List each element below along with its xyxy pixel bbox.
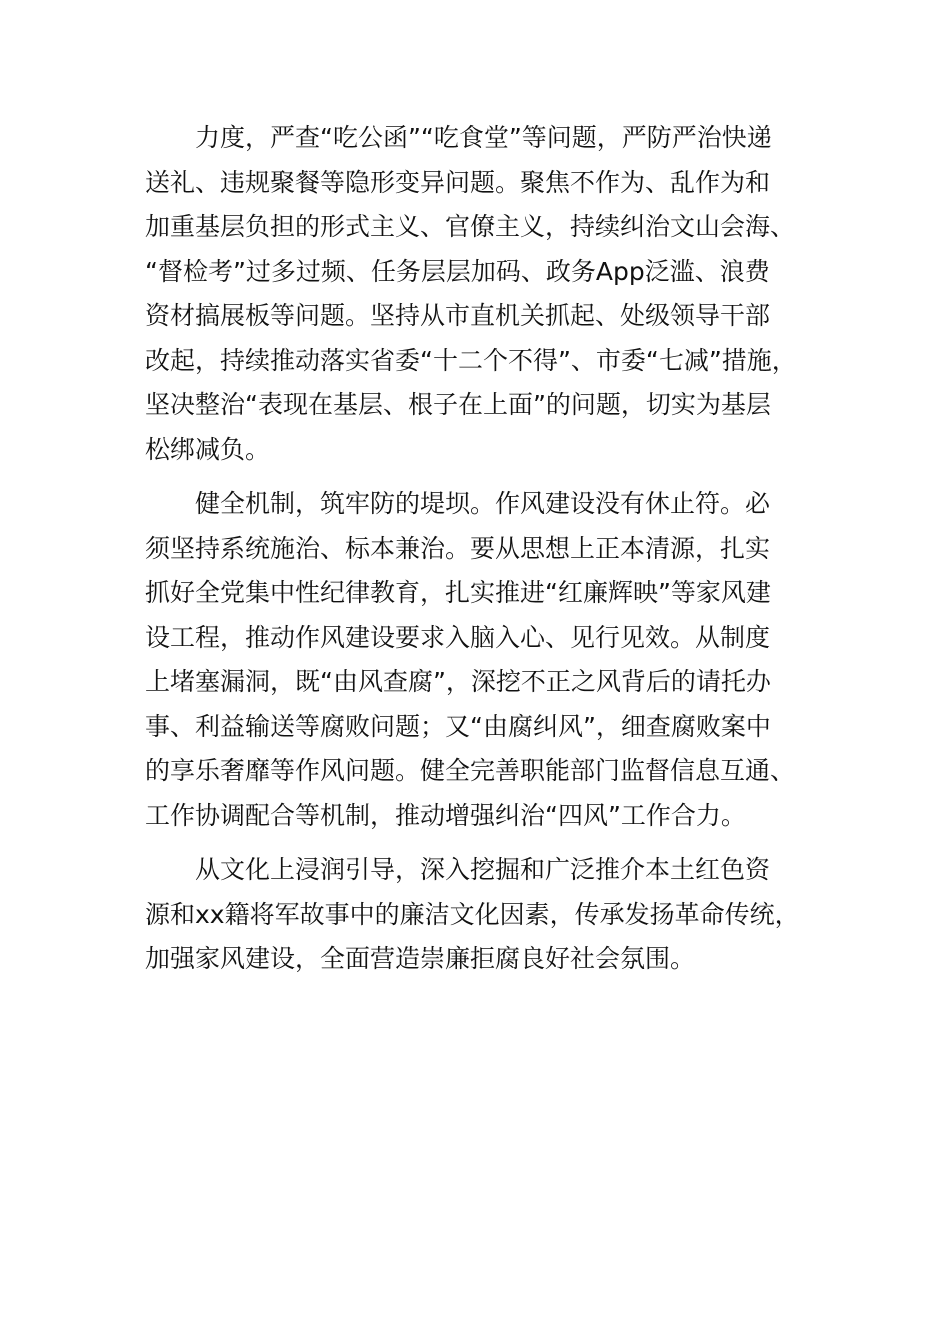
paragraph-3	[145, 848, 825, 982]
paragraph-spacer	[145, 472, 825, 482]
text-line: 源和xx籍将军故事中的廉洁文化因素，传承发扬革命传统，	[145, 899, 800, 929]
text-line: 资材搞展板等问题。坚持从市直机关抓起、处级领导干部	[145, 301, 771, 330]
text-line: 抓好全党集中性纪律教育，扎实推进“红廉辉映”等家风建	[145, 578, 771, 607]
text-line: 工作协调配合等机制，推动增强纠治“四风”工作合力。	[145, 800, 746, 830]
text-line: 上堵塞漏洞，既“由风查腐”，深挖不正之风背后的请托办	[145, 667, 771, 696]
text-line: 从文化上浸润引导，深入挖掘和广泛推介本土红色资	[195, 855, 771, 884]
text-line: 送礼、违规聚餐等隐形变异问题。聚焦不作为、乱作为和	[145, 167, 771, 197]
text-line: 松绑减负。	[145, 434, 271, 464]
text-line: “督检考”过多过频、任务层层加码、政务App泛滥、浪费	[145, 256, 770, 286]
text-line: 力度，严查“吃公函”“吃食堂”等问题，严防严治快递	[195, 123, 772, 152]
text-line: 改起，持续推动落实省委“十二个不得”、市委“七减”措施，	[145, 345, 797, 375]
text-line: 设工程，推动作风建设要求入脑入心、见行见效。从制度	[145, 622, 771, 652]
text-line: 坚决整治“表现在基层、根子在上面”的问题，切实为基层	[145, 390, 771, 419]
text-line: 加强家风建设，全面营造崇廉拒腐良好社会氛围。	[145, 944, 696, 973]
text-line: 事、利益输送等腐败问题；又“由腐纠风”，细查腐败案中	[145, 711, 771, 741]
paragraph-1	[145, 116, 825, 472]
text-line: 健全机制，筑牢防的堤坝。作风建设没有休止符。必	[195, 489, 771, 518]
text-line: 须坚持系统施治、标本兼治。要从思想上正本清源，扎实	[145, 533, 771, 563]
text-line: 加重基层负担的形式主义、官僚主义，持续纠治文山会海、	[145, 212, 796, 241]
document-body	[145, 116, 825, 982]
paragraph-spacer	[145, 838, 825, 848]
paragraph-2	[145, 482, 825, 838]
text-line: 的享乐奢靡等作风问题。健全完善职能部门监督信息互通、	[145, 756, 796, 785]
